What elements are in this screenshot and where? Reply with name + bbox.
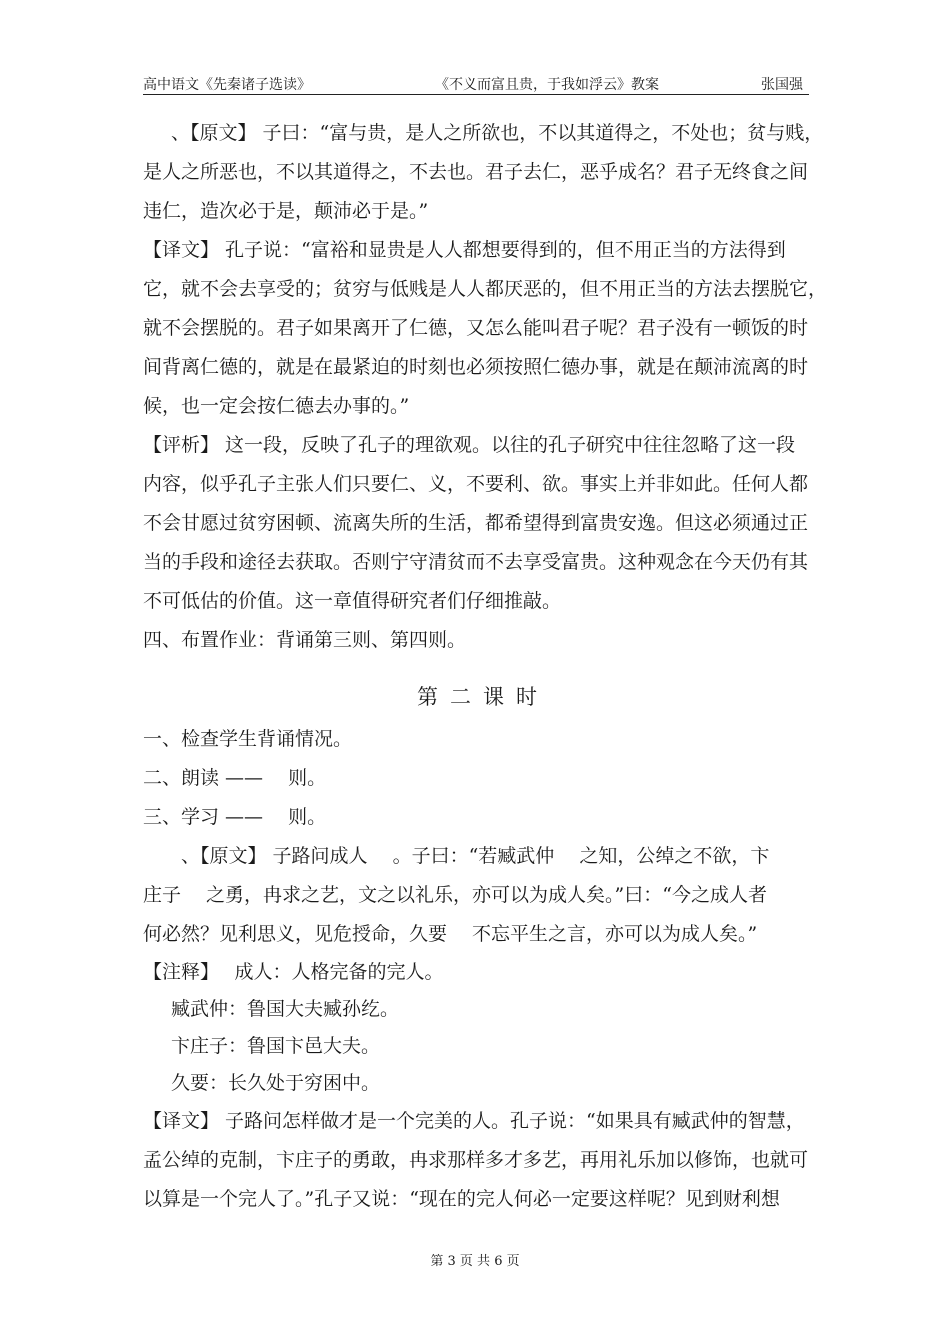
homework-line: 四、布置作业：背诵第三则、第四则。 bbox=[143, 629, 467, 651]
translation-line: 【译文】 子路问怎样做才是一个完美的人。孔子说：“如果具有臧武仲的智慧， bbox=[143, 1110, 805, 1132]
commentary-line: 不会甘愿过贫穷困顿、流离失所的生活，都希望得到富贵安逸。但这必须通过正 bbox=[143, 512, 809, 534]
original-text-line: 、【原文】 子路问成人 。子曰：“若臧武仲 之知，公绰之不欲，卞 bbox=[181, 845, 770, 867]
header-lesson-title: 《不义而富且贵，于我如浮云》教案 bbox=[435, 77, 659, 93]
translation-line: 孟公绰的克制，卞庄子的勇敢，冉求那样多才多艺，再用礼乐加以修饰，也就可 bbox=[143, 1149, 809, 1171]
original-text-line: 庄子 之勇，冉求之艺，文之以礼乐，亦可以为成人矣。”曰：“今之成人者 bbox=[143, 884, 767, 906]
translation-line: 以算是一个完人了。”孔子又说：“现在的完人何必一定要这样呢？见到财利想 bbox=[143, 1188, 780, 1210]
step-line: 一、检查学生背诵情况。 bbox=[143, 728, 353, 750]
translation-line: 它，就不会去享受的；贫穷与低贱是人人都厌恶的，但不用正当的方法去摆脱它， bbox=[143, 278, 828, 300]
commentary-line: 不可低估的价值。这一章值得研究者们仔细推敲。 bbox=[143, 590, 562, 612]
step-line: 二、朗读 —— 则。 bbox=[143, 767, 327, 789]
page-header bbox=[143, 72, 809, 95]
note-item: 卞庄子：鲁国卞邑大夫。 bbox=[171, 1035, 381, 1057]
original-text-line: 是人之所恶也，不以其道得之，不去也。君子去仁，恶乎成名？君子无终食之间 bbox=[143, 161, 809, 183]
document-body bbox=[143, 114, 828, 1219]
translation-line: 【译文】 孔子说：“富裕和显贵是人人都想要得到的，但不用正当的方法得到 bbox=[143, 239, 786, 261]
translation-line: 就不会摆脱的。君子如果离开了仁德，又怎么能叫君子呢？君子没有一顿饭的时 bbox=[143, 317, 809, 339]
translation-line: 候，也一定会按仁德去办事的。” bbox=[143, 395, 410, 417]
lesson-section-title: 第二课时 bbox=[417, 685, 549, 709]
original-text-line: 违仁，造次必于是，颠沛必于是。” bbox=[143, 200, 429, 222]
commentary-line: 当的手段和途径去获取。否则宁守清贫而不去享受富贵。这种观念在今天仍有其 bbox=[143, 551, 809, 573]
original-text-line: 、【原文】 子曰：“富与贵，是人之所欲也，不以其道得之，不处也；贫与贱， bbox=[171, 122, 824, 144]
header-course-title: 高中语文《先秦诸子选读》 bbox=[143, 77, 311, 93]
note-item: 臧武仲：鲁国大夫臧孙纥。 bbox=[171, 998, 400, 1020]
commentary-line: 【评析】 这一段，反映了孔子的理欲观。以往的孔子研究中往往忽略了这一段 bbox=[143, 434, 796, 456]
note-item: 久要：长久处于穷困中。 bbox=[171, 1072, 381, 1094]
header-author: 张国强 bbox=[761, 77, 803, 93]
step-line: 三、学习 —— 则。 bbox=[143, 806, 327, 828]
translation-line: 间背离仁德的，就是在最紧迫的时刻也必须按照仁德办事，就是在颠沛流离的时 bbox=[143, 356, 809, 378]
notes-label-line: 【注释】 成人：人格完备的完人。 bbox=[143, 961, 444, 983]
original-text-line: 何必然？见利思义，见危授命，久要 不忘平生之言，亦可以为成人矣。” bbox=[143, 923, 758, 945]
commentary-line: 内容，似乎孔子主张人们只要仁、义，不要利、欲。事实上并非如此。任何人都 bbox=[143, 473, 809, 495]
page-footer: 第 3 页 共 6 页 bbox=[430, 1254, 520, 1269]
